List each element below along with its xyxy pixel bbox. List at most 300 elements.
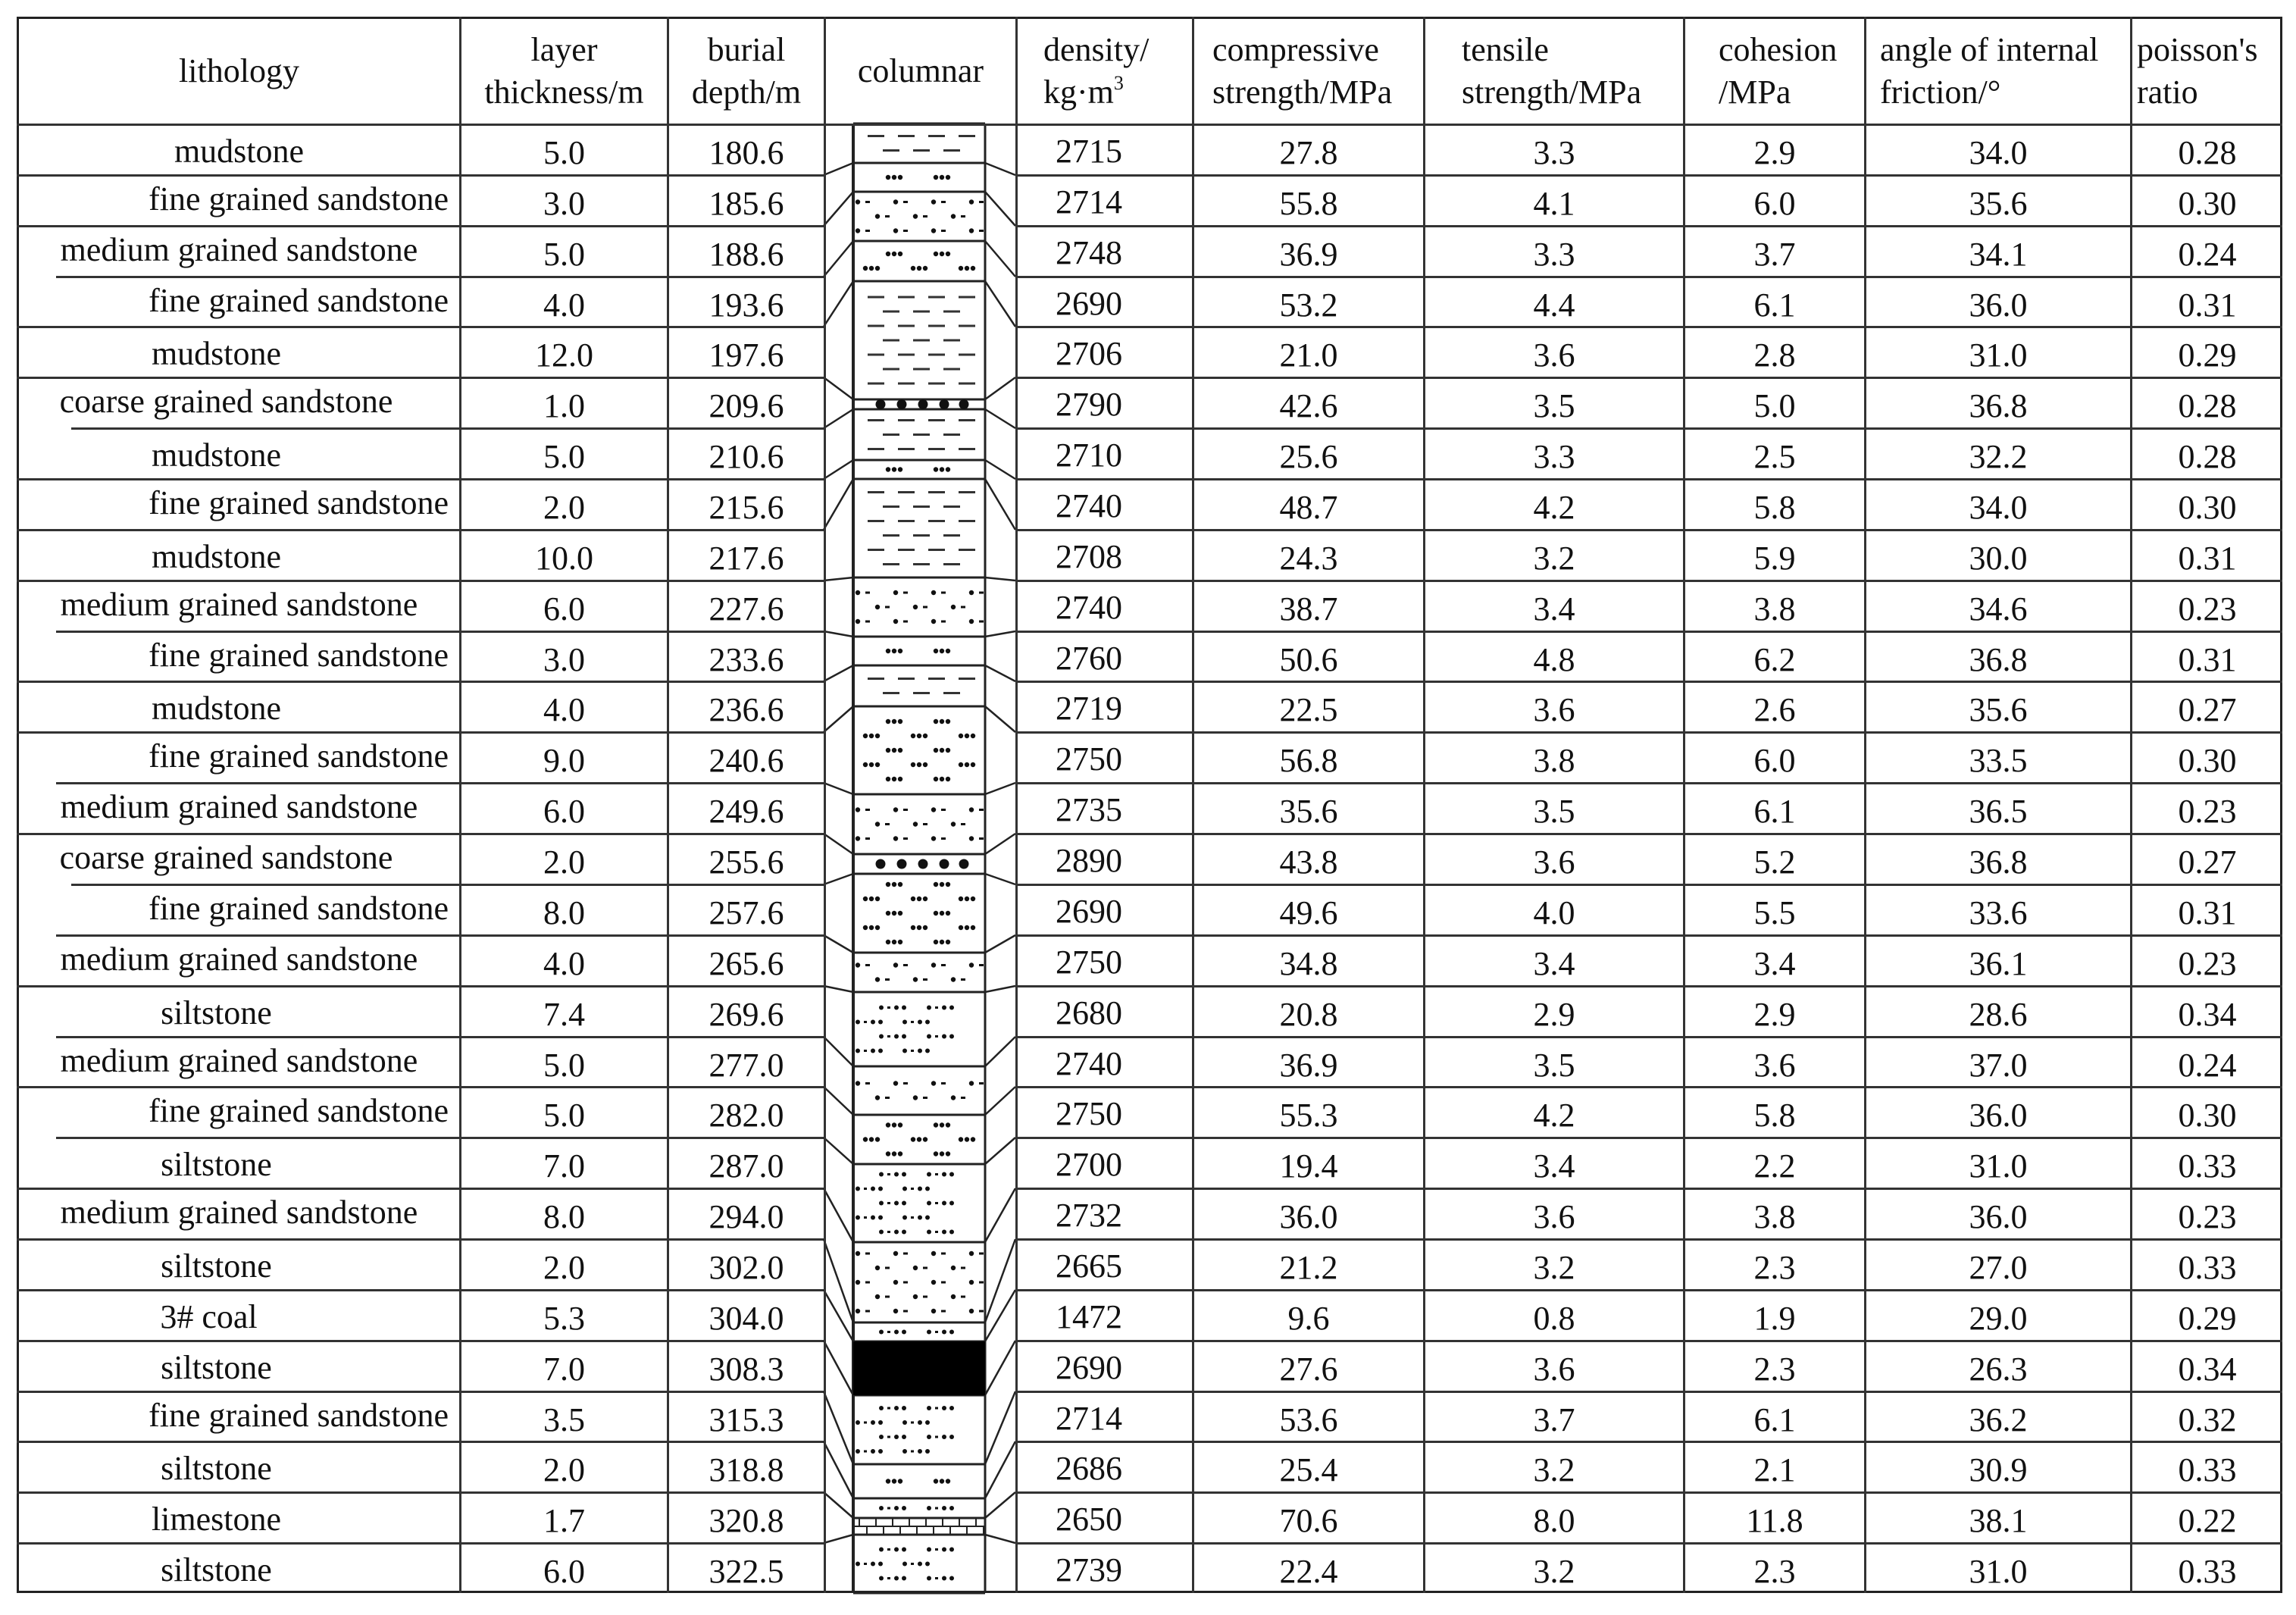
cell-depth: 294.0 xyxy=(709,1198,784,1235)
cell-thickness: 7.4 xyxy=(543,996,585,1033)
header-friction-line1: angle of internal xyxy=(1880,31,2099,68)
cell-depth: 240.6 xyxy=(709,742,784,779)
header-density-unit: kg·m xyxy=(1043,74,1114,111)
cell-compressive: 36.0 xyxy=(1279,1198,1338,1235)
cell-density: 2740 xyxy=(1056,1045,1122,1082)
cell-friction: 37.0 xyxy=(1969,1047,2028,1084)
cell-compressive: 36.9 xyxy=(1279,236,1338,273)
cell-density: 2700 xyxy=(1056,1146,1122,1183)
cell-friction: 29.0 xyxy=(1969,1300,2028,1337)
cell-compressive: 48.7 xyxy=(1279,489,1338,526)
cell-tensile: 3.6 xyxy=(1533,336,1575,374)
cell-thickness: 3.5 xyxy=(543,1401,585,1438)
cell-cohesion: 1.9 xyxy=(1753,1300,1796,1337)
cell-depth: 287.0 xyxy=(709,1147,784,1185)
cell-thickness: 8.0 xyxy=(543,1198,585,1235)
cell-friction: 36.8 xyxy=(1969,387,2028,424)
cell-compressive: 55.3 xyxy=(1279,1097,1338,1134)
header-tensile xyxy=(1425,19,1683,124)
cell-poisson: 0.23 xyxy=(2178,945,2237,982)
cell-compressive: 24.3 xyxy=(1279,540,1338,577)
cell-lithology: fine grained sandstone xyxy=(149,1397,449,1434)
header-poisson xyxy=(2132,19,2282,124)
cell-friction: 27.0 xyxy=(1969,1249,2028,1286)
cell-lithology: fine grained sandstone xyxy=(149,637,449,674)
cell-cohesion: 2.3 xyxy=(1753,1249,1796,1286)
cell-thickness: 2.0 xyxy=(543,843,585,881)
cell-cohesion: 5.2 xyxy=(1753,843,1796,881)
cell-lithology: limestone xyxy=(151,1501,282,1538)
column-divider xyxy=(824,17,826,1593)
cell-friction: 36.2 xyxy=(1969,1401,2028,1438)
column-divider xyxy=(459,17,461,1593)
cell-tensile: 3.5 xyxy=(1533,1047,1575,1084)
cell-compressive: 20.8 xyxy=(1279,996,1338,1033)
cell-friction: 31.0 xyxy=(1969,1553,2028,1590)
cell-thickness: 5.0 xyxy=(543,1047,585,1084)
cell-friction: 36.1 xyxy=(1969,945,2028,982)
cell-depth: 193.6 xyxy=(709,286,784,324)
header-density-line2 xyxy=(1043,71,1124,114)
cell-cohesion: 3.8 xyxy=(1753,1198,1796,1235)
cell-depth: 227.6 xyxy=(709,590,784,628)
cell-compressive: 34.8 xyxy=(1279,945,1338,982)
cell-tensile: 4.2 xyxy=(1533,1097,1575,1134)
cell-compressive: 56.8 xyxy=(1279,742,1338,779)
cell-density: 2706 xyxy=(1056,335,1122,372)
cell-tensile: 3.2 xyxy=(1533,1553,1575,1590)
cell-density: 2750 xyxy=(1056,944,1122,981)
cell-depth: 255.6 xyxy=(709,843,784,881)
cell-depth: 180.6 xyxy=(709,134,784,171)
cell-depth: 215.6 xyxy=(709,489,784,526)
cell-lithology: mudstone xyxy=(174,133,305,170)
header-tensile-line2: strength/MPa xyxy=(1462,74,1642,111)
cell-thickness: 2.0 xyxy=(543,1451,585,1488)
cell-tensile: 3.6 xyxy=(1533,691,1575,728)
cell-friction: 32.2 xyxy=(1969,438,2028,475)
cell-tensile: 0.8 xyxy=(1533,1300,1575,1337)
cell-cohesion: 6.1 xyxy=(1753,286,1796,324)
cell-cohesion: 3.7 xyxy=(1753,236,1796,273)
cell-poisson: 0.30 xyxy=(2178,489,2237,526)
cell-friction: 36.0 xyxy=(1969,286,2028,324)
cell-cohesion: 5.9 xyxy=(1753,540,1796,577)
cell-depth: 233.6 xyxy=(709,641,784,678)
cell-tensile: 3.4 xyxy=(1533,590,1575,628)
cell-friction: 31.0 xyxy=(1969,336,2028,374)
cell-poisson: 0.24 xyxy=(2178,1047,2237,1084)
cell-lithology: mudstone xyxy=(151,437,282,474)
header-lithology xyxy=(19,19,459,124)
cell-friction: 34.1 xyxy=(1969,236,2028,273)
cell-lithology: medium grained sandstone xyxy=(60,941,418,978)
cell-density: 1472 xyxy=(1056,1298,1122,1335)
column-divider xyxy=(2130,17,2132,1593)
cell-thickness: 3.0 xyxy=(543,641,585,678)
cell-thickness: 3.0 xyxy=(543,185,585,222)
cell-tensile: 3.6 xyxy=(1533,843,1575,881)
cell-tensile: 4.1 xyxy=(1533,185,1575,222)
cell-thickness: 2.0 xyxy=(543,489,585,526)
cell-thickness: 7.0 xyxy=(543,1147,585,1185)
cell-lithology: siltstone xyxy=(161,1551,272,1588)
cell-poisson: 0.31 xyxy=(2178,894,2237,931)
cell-depth: 282.0 xyxy=(709,1097,784,1134)
cell-density: 2750 xyxy=(1056,1095,1122,1132)
cell-friction: 35.6 xyxy=(1969,185,2028,222)
cell-density: 2686 xyxy=(1056,1450,1122,1487)
cell-poisson: 0.34 xyxy=(2178,996,2237,1033)
cell-density: 2750 xyxy=(1056,740,1122,778)
cell-depth: 302.0 xyxy=(709,1249,784,1286)
cell-friction: 35.6 xyxy=(1969,691,2028,728)
cell-compressive: 36.9 xyxy=(1279,1047,1338,1084)
cell-lithology: fine grained sandstone xyxy=(149,484,449,521)
cell-depth: 249.6 xyxy=(709,793,784,830)
cell-thickness: 7.0 xyxy=(543,1351,585,1388)
cell-compressive: 43.8 xyxy=(1279,843,1338,881)
cell-friction: 33.5 xyxy=(1969,742,2028,779)
cell-cohesion: 2.6 xyxy=(1753,691,1796,728)
cell-compressive: 9.6 xyxy=(1287,1300,1330,1337)
cell-lithology: fine grained sandstone xyxy=(149,890,449,927)
cell-thickness: 6.0 xyxy=(543,1553,585,1590)
cell-lithology: siltstone xyxy=(161,1349,272,1386)
cell-compressive: 19.4 xyxy=(1279,1147,1338,1185)
cell-friction: 38.1 xyxy=(1969,1502,2028,1539)
cell-lithology: coarse grained sandstone xyxy=(59,839,393,876)
cell-lithology: medium grained sandstone xyxy=(60,788,418,825)
cell-poisson: 0.28 xyxy=(2178,134,2237,171)
cell-depth: 320.8 xyxy=(709,1502,784,1539)
cell-lithology: siltstone xyxy=(161,1146,272,1183)
cell-density: 2719 xyxy=(1056,690,1122,727)
cell-compressive: 22.4 xyxy=(1279,1553,1338,1590)
cell-lithology: mudstone xyxy=(151,538,282,575)
cell-compressive: 35.6 xyxy=(1279,793,1338,830)
cell-poisson: 0.28 xyxy=(2178,438,2237,475)
header-lithology-label: lithology xyxy=(179,52,299,89)
cell-density: 2760 xyxy=(1056,640,1122,677)
cell-tensile: 3.5 xyxy=(1533,793,1575,830)
column-divider xyxy=(1192,17,1194,1593)
cell-density: 2739 xyxy=(1056,1551,1122,1588)
cell-cohesion: 2.5 xyxy=(1753,438,1796,475)
cell-cohesion: 3.6 xyxy=(1753,1047,1796,1084)
header-compressive-line1: compressive xyxy=(1212,31,1379,68)
cell-thickness: 4.0 xyxy=(543,945,585,982)
cell-depth: 318.8 xyxy=(709,1451,784,1488)
cell-density: 2790 xyxy=(1056,386,1122,423)
cell-cohesion: 6.0 xyxy=(1753,742,1796,779)
cell-depth: 269.6 xyxy=(709,996,784,1033)
cell-friction: 33.6 xyxy=(1969,894,2028,931)
cell-lithology: coarse grained sandstone xyxy=(59,383,393,420)
cell-depth: 209.6 xyxy=(709,387,784,424)
cell-tensile: 3.7 xyxy=(1533,1401,1575,1438)
cell-density: 2690 xyxy=(1056,1349,1122,1386)
cell-thickness: 9.0 xyxy=(543,742,585,779)
cell-density: 2715 xyxy=(1056,133,1122,170)
cell-tensile: 3.3 xyxy=(1533,438,1575,475)
cell-friction: 36.0 xyxy=(1969,1198,2028,1235)
cell-tensile: 3.3 xyxy=(1533,236,1575,273)
cell-poisson: 0.29 xyxy=(2178,1300,2237,1337)
cell-poisson: 0.27 xyxy=(2178,843,2237,881)
cell-lithology: 3# coal xyxy=(160,1298,258,1335)
cell-thickness: 4.0 xyxy=(543,286,585,324)
cell-tensile: 8.0 xyxy=(1533,1502,1575,1539)
header-thickness xyxy=(461,19,667,124)
cell-lithology: siltstone xyxy=(161,1450,272,1487)
cell-thickness: 5.0 xyxy=(543,1097,585,1134)
cell-compressive: 42.6 xyxy=(1279,387,1338,424)
cell-depth: 185.6 xyxy=(709,185,784,222)
cell-lithology: mudstone xyxy=(151,335,282,372)
header-poisson-line1: poisson's xyxy=(2137,31,2258,68)
cell-density: 2680 xyxy=(1056,994,1122,1031)
cell-thickness: 6.0 xyxy=(543,793,585,830)
cell-compressive: 21.2 xyxy=(1279,1249,1338,1286)
cell-density: 2690 xyxy=(1056,893,1122,930)
cell-tensile: 4.4 xyxy=(1533,286,1575,324)
cell-cohesion: 3.8 xyxy=(1753,590,1796,628)
cell-poisson: 0.29 xyxy=(2178,336,2237,374)
cell-poisson: 0.33 xyxy=(2178,1451,2237,1488)
cell-density: 2714 xyxy=(1056,1400,1122,1437)
cell-cohesion: 5.8 xyxy=(1753,489,1796,526)
column-divider xyxy=(1423,17,1425,1593)
cell-depth: 315.3 xyxy=(709,1401,784,1438)
cell-poisson: 0.31 xyxy=(2178,540,2237,577)
cell-cohesion: 5.5 xyxy=(1753,894,1796,931)
header-thickness-line1: layer xyxy=(530,31,598,68)
cell-cohesion: 2.3 xyxy=(1753,1553,1796,1590)
cell-thickness: 8.0 xyxy=(543,894,585,931)
column-divider xyxy=(1864,17,1866,1593)
cell-tensile: 3.2 xyxy=(1533,1249,1575,1286)
cell-cohesion: 2.1 xyxy=(1753,1451,1796,1488)
header-depth-line2: depth/m xyxy=(691,74,802,111)
cell-poisson: 0.27 xyxy=(2178,691,2237,728)
header-density xyxy=(1018,19,1192,124)
cell-poisson: 0.30 xyxy=(2178,185,2237,222)
cell-tensile: 3.2 xyxy=(1533,540,1575,577)
cell-cohesion: 2.8 xyxy=(1753,336,1796,374)
cell-compressive: 49.6 xyxy=(1279,894,1338,931)
cell-depth: 265.6 xyxy=(709,945,784,982)
cell-friction: 34.0 xyxy=(1969,489,2028,526)
cell-lithology: fine grained sandstone xyxy=(149,1092,449,1129)
cell-depth: 210.6 xyxy=(709,438,784,475)
cell-depth: 236.6 xyxy=(709,691,784,728)
cell-compressive: 22.5 xyxy=(1279,691,1338,728)
cell-density: 2740 xyxy=(1056,487,1122,524)
cell-cohesion: 2.9 xyxy=(1753,996,1796,1033)
cell-lithology: siltstone xyxy=(161,1247,272,1285)
header-thickness-line2: thickness/m xyxy=(484,74,644,111)
cell-tensile: 4.2 xyxy=(1533,489,1575,526)
header-compressive-line2: strength/MPa xyxy=(1212,74,1393,111)
cell-cohesion: 6.1 xyxy=(1753,793,1796,830)
cell-tensile: 3.2 xyxy=(1533,1451,1575,1488)
cell-density: 2740 xyxy=(1056,589,1122,626)
header-columnar-label: columnar xyxy=(857,52,984,89)
cell-thickness: 2.0 xyxy=(543,1249,585,1286)
header-cohesion xyxy=(1685,19,1864,124)
cell-cohesion: 6.0 xyxy=(1753,185,1796,222)
cell-lithology: medium grained sandstone xyxy=(60,586,418,623)
cell-friction: 30.9 xyxy=(1969,1451,2028,1488)
header-depth-line1: burial xyxy=(707,31,786,68)
header-depth xyxy=(669,19,824,124)
cell-tensile: 3.4 xyxy=(1533,1147,1575,1185)
cell-poisson: 0.30 xyxy=(2178,742,2237,779)
cell-lithology: medium grained sandstone xyxy=(60,231,418,268)
cell-poisson: 0.28 xyxy=(2178,387,2237,424)
cell-tensile: 3.6 xyxy=(1533,1198,1575,1235)
cell-cohesion: 5.8 xyxy=(1753,1097,1796,1134)
column-divider xyxy=(667,17,669,1593)
cell-poisson: 0.34 xyxy=(2178,1351,2237,1388)
cell-depth: 308.3 xyxy=(709,1351,784,1388)
cell-tensile: 4.8 xyxy=(1533,641,1575,678)
cell-thickness: 1.7 xyxy=(543,1502,585,1539)
header-density-line1: density/ xyxy=(1043,31,1150,68)
cell-friction: 36.0 xyxy=(1969,1097,2028,1134)
cell-density: 2890 xyxy=(1056,842,1122,879)
cell-lithology: mudstone xyxy=(151,690,282,727)
cell-friction: 30.0 xyxy=(1969,540,2028,577)
header-divider xyxy=(17,124,2282,126)
cell-friction: 34.0 xyxy=(1969,134,2028,171)
cell-depth: 304.0 xyxy=(709,1300,784,1337)
cell-tensile: 2.9 xyxy=(1533,996,1575,1033)
cell-compressive: 50.6 xyxy=(1279,641,1338,678)
cell-depth: 257.6 xyxy=(709,894,784,931)
header-columnar xyxy=(826,19,1015,124)
cell-poisson: 0.31 xyxy=(2178,286,2237,324)
cell-compressive: 25.4 xyxy=(1279,1451,1338,1488)
cell-density: 2714 xyxy=(1056,183,1122,221)
cell-friction: 28.6 xyxy=(1969,996,2028,1033)
cell-depth: 322.5 xyxy=(709,1553,784,1590)
cell-thickness: 12.0 xyxy=(535,336,593,374)
cell-lithology: fine grained sandstone xyxy=(149,180,449,218)
cell-poisson: 0.31 xyxy=(2178,641,2237,678)
cell-compressive: 70.6 xyxy=(1279,1502,1338,1539)
header-friction xyxy=(1866,19,2130,124)
cell-lithology: medium grained sandstone xyxy=(60,1042,418,1079)
cell-friction: 31.0 xyxy=(1969,1147,2028,1185)
header-tensile-line1: tensile xyxy=(1462,31,1549,68)
cell-lithology: fine grained sandstone xyxy=(149,282,449,319)
cell-poisson: 0.30 xyxy=(2178,1097,2237,1134)
cell-friction: 34.6 xyxy=(1969,590,2028,628)
header-density-superscript: 3 xyxy=(1113,72,1124,94)
cell-poisson: 0.23 xyxy=(2178,590,2237,628)
cell-compressive: 38.7 xyxy=(1279,590,1338,628)
cell-compressive: 27.6 xyxy=(1279,1351,1338,1388)
cell-friction: 36.5 xyxy=(1969,793,2028,830)
cell-tensile: 4.0 xyxy=(1533,894,1575,931)
cell-density: 2708 xyxy=(1056,538,1122,575)
cell-compressive: 27.8 xyxy=(1279,134,1338,171)
column-divider xyxy=(1015,17,1018,1593)
cell-lithology: fine grained sandstone xyxy=(149,737,449,775)
column-divider xyxy=(1683,17,1685,1593)
cell-tensile: 3.3 xyxy=(1533,134,1575,171)
cell-poisson: 0.33 xyxy=(2178,1553,2237,1590)
cell-thickness: 6.0 xyxy=(543,590,585,628)
header-cohesion-line2: /MPa xyxy=(1719,74,1791,111)
cell-friction: 26.3 xyxy=(1969,1351,2028,1388)
cell-compressive: 55.8 xyxy=(1279,185,1338,222)
cell-thickness: 1.0 xyxy=(543,387,585,424)
cell-compressive: 21.0 xyxy=(1279,336,1338,374)
cell-cohesion: 2.9 xyxy=(1753,134,1796,171)
cell-density: 2732 xyxy=(1056,1197,1122,1234)
cell-density: 2650 xyxy=(1056,1501,1122,1538)
header-cohesion-line1: cohesion xyxy=(1719,31,1838,68)
cell-poisson: 0.22 xyxy=(2178,1502,2237,1539)
cell-compressive: 25.6 xyxy=(1279,438,1338,475)
cell-depth: 188.6 xyxy=(709,236,784,273)
cell-poisson: 0.23 xyxy=(2178,1198,2237,1235)
cell-friction: 36.8 xyxy=(1969,641,2028,678)
cell-density: 2665 xyxy=(1056,1247,1122,1285)
cell-poisson: 0.24 xyxy=(2178,236,2237,273)
cell-tensile: 3.5 xyxy=(1533,387,1575,424)
cell-poisson: 0.23 xyxy=(2178,793,2237,830)
cell-lithology: siltstone xyxy=(161,994,272,1031)
cell-compressive: 53.6 xyxy=(1279,1401,1338,1438)
cell-density: 2735 xyxy=(1056,791,1122,828)
cell-cohesion: 2.3 xyxy=(1753,1351,1796,1388)
cell-thickness: 4.0 xyxy=(543,691,585,728)
cell-cohesion: 2.2 xyxy=(1753,1147,1796,1185)
cell-cohesion: 6.1 xyxy=(1753,1401,1796,1438)
cell-thickness: 5.0 xyxy=(543,236,585,273)
cell-tensile: 3.4 xyxy=(1533,945,1575,982)
cell-cohesion: 6.2 xyxy=(1753,641,1796,678)
cell-cohesion: 5.0 xyxy=(1753,387,1796,424)
cell-depth: 217.6 xyxy=(709,540,784,577)
cell-tensile: 3.6 xyxy=(1533,1351,1575,1388)
cell-tensile: 3.8 xyxy=(1533,742,1575,779)
cell-thickness: 10.0 xyxy=(535,540,593,577)
cell-thickness: 5.0 xyxy=(543,438,585,475)
cell-depth: 197.6 xyxy=(709,336,784,374)
header-poisson-line2: ratio xyxy=(2137,74,2198,111)
cell-poisson: 0.32 xyxy=(2178,1401,2237,1438)
cell-density: 2690 xyxy=(1056,285,1122,322)
cell-cohesion: 3.4 xyxy=(1753,945,1796,982)
cell-cohesion: 11.8 xyxy=(1746,1502,1803,1539)
cell-lithology: medium grained sandstone xyxy=(60,1194,418,1231)
cell-thickness: 5.3 xyxy=(543,1300,585,1337)
cell-poisson: 0.33 xyxy=(2178,1249,2237,1286)
cell-poisson: 0.33 xyxy=(2178,1147,2237,1185)
cell-compressive: 53.2 xyxy=(1279,286,1338,324)
cell-density: 2748 xyxy=(1056,234,1122,271)
cell-density: 2710 xyxy=(1056,437,1122,474)
cell-thickness: 5.0 xyxy=(543,134,585,171)
header-friction-line2: friction/° xyxy=(1880,74,2001,111)
cell-depth: 277.0 xyxy=(709,1047,784,1084)
header-compressive xyxy=(1194,19,1423,124)
